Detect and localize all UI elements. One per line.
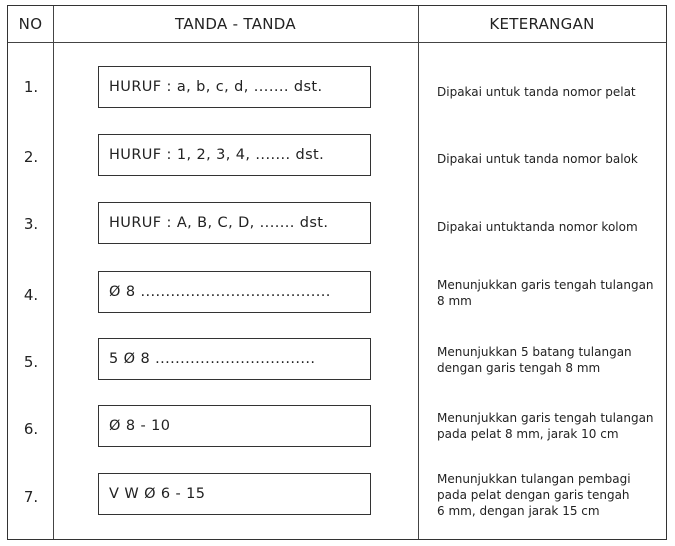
row-number: 4. xyxy=(23,286,39,304)
sign-box: 5 Ø 8 ................................ xyxy=(98,338,371,380)
row-number: 2. xyxy=(23,148,39,166)
description-line: pada pelat dengan garis tengah xyxy=(437,488,630,502)
description-line: Menunjukkan tulangan pembagi xyxy=(437,472,631,486)
row-number: 1. xyxy=(23,78,39,96)
column-divider-2 xyxy=(418,6,419,539)
sign-box: V W Ø 6 - 15 xyxy=(98,473,371,515)
sign-box: Ø 8 ...................................... xyxy=(98,271,371,313)
description-line: Menunjukkan 5 batang tulangan xyxy=(437,345,632,359)
header-no: NO xyxy=(18,15,43,33)
description-line: Dipakai untuk tanda nomor pelat xyxy=(437,85,636,99)
sign-box: HURUF : 1, 2, 3, 4, ....... dst. xyxy=(98,134,371,176)
description-line: Dipakai untuk tanda nomor balok xyxy=(437,152,638,166)
row-description xyxy=(437,151,667,167)
row-description xyxy=(437,344,667,376)
description-line: pada pelat 8 mm, jarak 10 cm xyxy=(437,427,619,441)
row-number: 6. xyxy=(23,420,39,438)
row-description xyxy=(437,410,667,442)
row-description xyxy=(437,471,667,519)
sign-box: HURUF : a, b, c, d, ....... dst. xyxy=(98,66,371,108)
description-line: Menunjukkan garis tengah tulangan xyxy=(437,411,654,425)
sign-box: Ø 8 - 10 xyxy=(98,405,371,447)
row-description xyxy=(437,219,667,235)
sign-box: HURUF : A, B, C, D, ....... dst. xyxy=(98,202,371,244)
header-signs: TANDA - TANDA xyxy=(175,15,296,33)
signs-table xyxy=(7,5,667,540)
description-line: Dipakai untuktanda nomor kolom xyxy=(437,220,638,234)
row-number: 7. xyxy=(23,488,39,506)
header-divider xyxy=(8,42,666,43)
description-line: 6 mm, dengan jarak 15 cm xyxy=(437,504,600,518)
row-number: 5. xyxy=(23,353,39,371)
description-line: 8 mm xyxy=(437,294,472,308)
row-description xyxy=(437,277,667,309)
row-description xyxy=(437,84,667,100)
header-description: KETERANGAN xyxy=(489,15,595,33)
description-line: dengan garis tengah 8 mm xyxy=(437,361,601,375)
row-number: 3. xyxy=(23,215,39,233)
description-line: Menunjukkan garis tengah tulangan xyxy=(437,278,654,292)
